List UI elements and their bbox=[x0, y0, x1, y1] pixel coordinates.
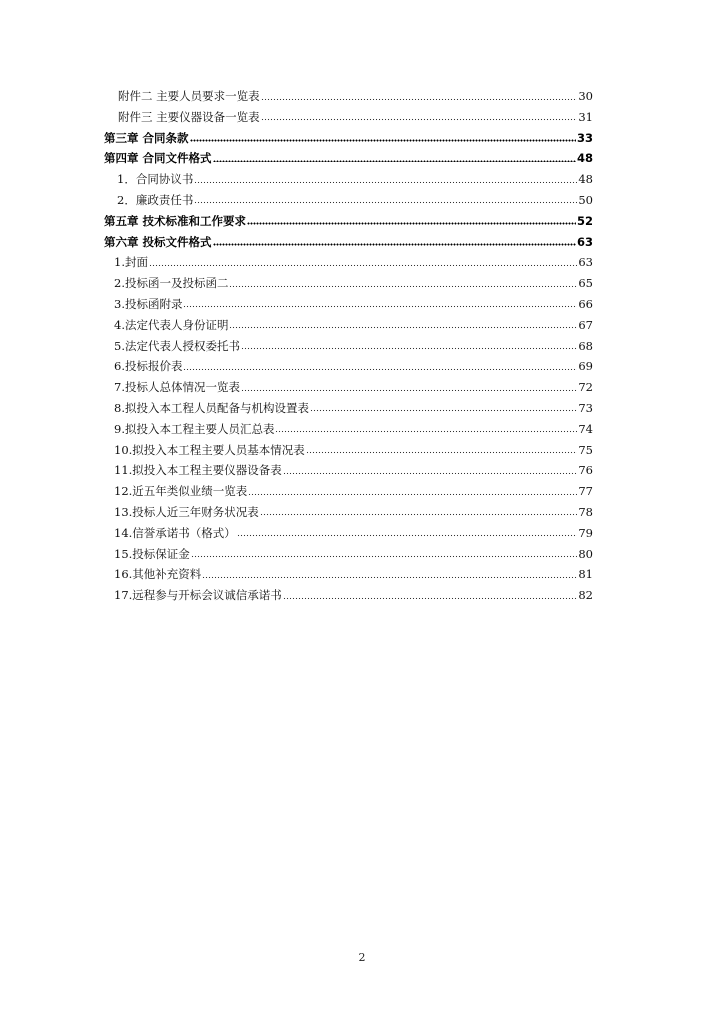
toc-entry-page: 30 bbox=[578, 89, 593, 103]
toc-dot-leader bbox=[241, 338, 577, 350]
toc-entry-title: 13.投标人近三年财务状况表 bbox=[114, 504, 259, 519]
toc-entry-page: 69 bbox=[578, 359, 593, 374]
toc-entry-title: 附件三 主要仪器设备一览表 bbox=[118, 109, 260, 124]
toc-entry[interactable] bbox=[104, 148, 593, 169]
toc-entry-page: 52 bbox=[576, 213, 593, 228]
toc-entry[interactable] bbox=[104, 315, 593, 336]
toc-dot-leader bbox=[261, 109, 578, 121]
toc-entry-title: 7.投标人总体情况一览表 bbox=[114, 380, 240, 395]
toc-entry-title: 17.远程参与开标会议诚信承诺书 bbox=[114, 588, 282, 603]
toc-dot-leader bbox=[237, 525, 578, 537]
toc-entry-page: 75 bbox=[578, 442, 593, 457]
toc-entry-title: 1．合同协议书 bbox=[117, 172, 194, 187]
toc-entry[interactable] bbox=[104, 460, 593, 481]
toc-entry[interactable] bbox=[104, 377, 593, 398]
toc-entry-page: 82 bbox=[578, 588, 593, 603]
toc-entry[interactable] bbox=[104, 502, 593, 523]
toc-entry-page: 78 bbox=[578, 504, 593, 519]
toc-dot-leader bbox=[183, 359, 577, 371]
toc-entry-title: 6.投标报价表 bbox=[114, 359, 183, 374]
toc-entry[interactable] bbox=[104, 398, 593, 419]
toc-entry-page: 79 bbox=[578, 525, 593, 540]
toc-entry-title: 4.法定代表人身份证明 bbox=[114, 317, 229, 332]
toc-entry-title: 2．廉政责任书 bbox=[117, 192, 194, 207]
toc-entry-title: 11.拟投入本工程主要仪器设备表 bbox=[114, 463, 282, 478]
toc-entry-page: 65 bbox=[578, 276, 593, 291]
toc-entry-title: 2.投标函一及投标函二 bbox=[114, 276, 229, 291]
toc-entry-page: 81 bbox=[578, 567, 593, 582]
toc-entry[interactable] bbox=[104, 523, 593, 544]
toc-dot-leader bbox=[283, 588, 578, 600]
toc-entry-page: 31 bbox=[578, 109, 593, 124]
toc-dot-leader bbox=[229, 317, 577, 329]
toc-entry-page: 77 bbox=[578, 484, 593, 499]
toc-dot-leader bbox=[241, 380, 577, 392]
toc-dot-leader bbox=[248, 484, 577, 496]
toc-dot-leader bbox=[261, 89, 578, 101]
toc-entry-page: 76 bbox=[578, 463, 593, 478]
toc-entry[interactable] bbox=[104, 356, 593, 377]
toc-dot-leader bbox=[229, 276, 577, 288]
toc-entry-page: 68 bbox=[578, 338, 593, 353]
toc-entry[interactable] bbox=[104, 273, 593, 294]
toc-entry-page: 72 bbox=[578, 380, 593, 395]
toc-entry-title: 5.法定代表人授权委托书 bbox=[114, 338, 240, 353]
toc-entry[interactable] bbox=[104, 294, 593, 315]
toc-entry[interactable] bbox=[104, 440, 593, 461]
toc-entry-title: 第四章 合同文件格式 bbox=[104, 151, 212, 166]
toc-entry-title: 第六章 投标文件格式 bbox=[104, 234, 212, 249]
toc-dot-leader bbox=[275, 421, 577, 433]
toc-dot-leader bbox=[202, 567, 577, 579]
toc-entry-title: 12.近五年类似业绩一览表 bbox=[114, 484, 248, 499]
toc-entry-title: 附件二 主要人员要求一览表 bbox=[118, 89, 260, 103]
toc-entry-title: 第五章 技术标准和工作要求 bbox=[104, 213, 247, 228]
toc-entry-page: 73 bbox=[578, 400, 593, 415]
toc-dot-leader bbox=[213, 151, 576, 163]
toc-entry-title: 10.拟投入本工程主要人员基本情况表 bbox=[114, 442, 305, 457]
toc-entry-title: 第三章 合同条款 bbox=[104, 130, 189, 145]
toc-entry[interactable] bbox=[104, 107, 593, 128]
toc-entry-page: 67 bbox=[578, 317, 593, 332]
toc-dot-leader bbox=[191, 546, 578, 558]
toc-dot-leader bbox=[194, 172, 577, 184]
toc-dot-leader bbox=[149, 255, 577, 267]
toc-entry-title: 15.投标保证金 bbox=[114, 546, 190, 561]
toc-entry-page: 66 bbox=[578, 296, 593, 311]
toc-dot-leader bbox=[213, 234, 576, 246]
toc-dot-leader bbox=[183, 296, 577, 308]
toc-entry[interactable] bbox=[104, 481, 593, 502]
toc-entry-page: 63 bbox=[578, 255, 593, 270]
toc-dot-leader bbox=[283, 463, 578, 475]
toc-dot-leader bbox=[306, 442, 578, 454]
toc-entry-title: 1.封面 bbox=[114, 255, 148, 270]
toc-entry[interactable] bbox=[104, 544, 593, 565]
toc-dot-leader bbox=[260, 504, 578, 516]
toc-entry-page: 74 bbox=[578, 421, 593, 436]
toc-entry[interactable] bbox=[104, 564, 593, 585]
toc-entry[interactable] bbox=[104, 169, 593, 190]
toc-entry[interactable] bbox=[104, 252, 593, 273]
toc-dot-leader bbox=[190, 130, 576, 142]
toc-entry[interactable] bbox=[104, 128, 593, 149]
toc-entry-page: 63 bbox=[576, 234, 593, 249]
toc-entry-title: 16.其他补充资料 bbox=[114, 567, 202, 582]
toc-entry-page: 50 bbox=[578, 192, 593, 207]
toc-entry[interactable] bbox=[104, 419, 593, 440]
toc-dot-leader bbox=[310, 400, 577, 412]
toc-entry[interactable] bbox=[104, 190, 593, 211]
toc-entry[interactable] bbox=[104, 232, 593, 253]
toc-entry-page: 33 bbox=[576, 130, 593, 145]
toc-entry-title: 9.拟投入本工程主要人员汇总表 bbox=[114, 421, 275, 436]
toc-entry[interactable] bbox=[104, 585, 593, 606]
toc-entry[interactable] bbox=[104, 336, 593, 357]
toc-entry-title: 14.信誉承诺书（格式） bbox=[114, 525, 236, 540]
toc-entry[interactable] bbox=[104, 86, 593, 107]
toc-entry-page: 48 bbox=[578, 172, 593, 187]
page-number: 2 bbox=[358, 951, 366, 964]
toc-entry-page: 80 bbox=[578, 546, 593, 561]
toc-entry-page: 48 bbox=[576, 151, 593, 166]
toc-dot-leader bbox=[194, 192, 577, 204]
toc-entry-title: 8.拟投入本工程人员配备与机构设置表 bbox=[114, 400, 309, 415]
toc-entry[interactable] bbox=[104, 211, 593, 232]
toc-entry-title: 3.投标函附录 bbox=[114, 296, 183, 311]
toc-dot-leader bbox=[247, 213, 576, 225]
table-of-contents bbox=[104, 86, 593, 606]
